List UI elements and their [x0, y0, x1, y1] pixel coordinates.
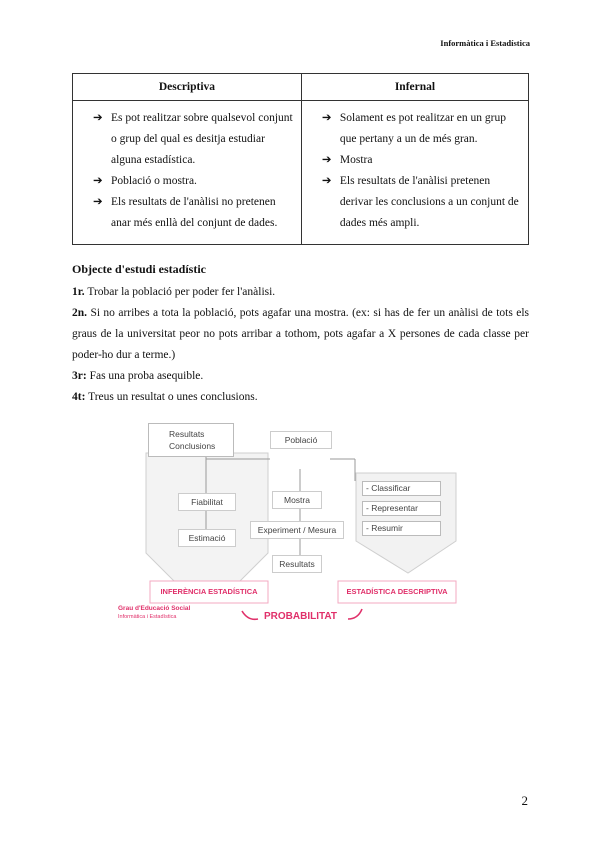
statistics-process-diagram — [118, 421, 464, 635]
estimacio-box: Estimació — [178, 529, 236, 547]
resultats-label: Resultats — [169, 429, 205, 439]
list-item — [322, 150, 524, 171]
list-item — [322, 108, 524, 150]
list-item-text: Població o mostra. — [111, 175, 197, 187]
list-item-text: Mostra — [339, 154, 373, 166]
comparison-table — [72, 73, 529, 245]
probabilitat-label: PROBABILITAT — [264, 611, 337, 622]
arrow-icon: ➔ — [321, 175, 332, 187]
grau-sub-label: Informàtica i Estadística — [118, 614, 177, 620]
classificar-item: - Classificar — [362, 481, 441, 496]
infernal-cell — [301, 101, 528, 245]
resultats-conclusions-box — [148, 423, 234, 457]
left-curve-arrow-icon — [242, 611, 258, 619]
arrow-icon: ➔ — [321, 112, 332, 124]
list-item-text: Es pot realitzar sobre qualsevol conjunt o grup del qual es desitja estudiar alguna estadística. — [111, 112, 293, 166]
arrow-icon: ➔ — [321, 154, 332, 166]
step-text: Si no arribes a tota la població, pots agafar una mostra. (ex: si has de fer un anàlisi de tots els graus de la universitat peor no pots arribar a tothom, pots agafar a X persones de cada classe per poder-ho dur a terme.) — [72, 307, 529, 361]
fiabilitat-box: Fiabilitat — [178, 493, 236, 511]
list-item — [93, 192, 297, 234]
step-label: 1r. — [72, 286, 85, 298]
col-header-infernal: Infernal — [301, 74, 528, 101]
section-title: Objecte d'estudi estadístic — [72, 262, 206, 276]
step-1 — [72, 282, 529, 303]
step-2 — [72, 303, 529, 366]
step-label: 2n. — [72, 307, 88, 319]
list-item — [93, 108, 297, 171]
arrow-icon: ➔ — [93, 175, 103, 187]
arrow-icon: ➔ — [93, 196, 103, 208]
descriptiva-label: ESTADÍSTICA DESCRIPTIVA — [346, 587, 448, 596]
list-item-text: Els resultats de l'anàlisi no pretenen anar més enllà del conjunt de dades. — [111, 196, 278, 229]
step-text: Fas una proba asequible. — [86, 370, 204, 382]
experiment-box: Experiment / Mesura — [250, 521, 344, 539]
conclusions-label: Conclusions — [169, 441, 216, 451]
grau-label: Grau d'Educació Social — [118, 605, 191, 612]
descriptiva-list — [93, 108, 297, 234]
page-number: 2 — [521, 793, 528, 808]
step-4 — [72, 387, 529, 408]
col-header-descriptiva: Descriptiva — [73, 74, 302, 101]
inference-funnel — [146, 453, 268, 581]
list-item — [93, 171, 297, 192]
list-item-text: Solament es pot realitzar en un grup que pertany a un de més gran. — [339, 112, 506, 145]
step-label: 3r: — [72, 370, 87, 382]
arrow-icon: ➔ — [93, 112, 103, 124]
resultats-box: Resultats — [272, 555, 322, 573]
step-3 — [72, 366, 529, 387]
right-curve-arrow-icon — [348, 609, 362, 619]
descriptiva-cell — [73, 101, 302, 245]
representar-item: - Representar — [362, 501, 441, 516]
infernal-list — [322, 108, 524, 234]
step-text: Treus un resultat o unes conclusions. — [85, 391, 258, 403]
list-item-text: Els resultats de l'anàlisi pretenen derivar les conclusions a un conjunt de dades més ampli. — [339, 175, 519, 229]
list-item — [322, 171, 524, 234]
resumir-item: - Resumir — [362, 521, 441, 536]
mostra-box: Mostra — [272, 491, 322, 509]
running-header: Informàtica i Estadística — [440, 38, 530, 48]
step-text: Trobar la població per poder fer l'anàlisi. — [84, 286, 276, 298]
step-label: 4t: — [72, 391, 86, 403]
poblacio-box: Població — [270, 431, 332, 449]
inferencia-label: INFERÈNCIA ESTADÍSTICA — [160, 587, 258, 596]
